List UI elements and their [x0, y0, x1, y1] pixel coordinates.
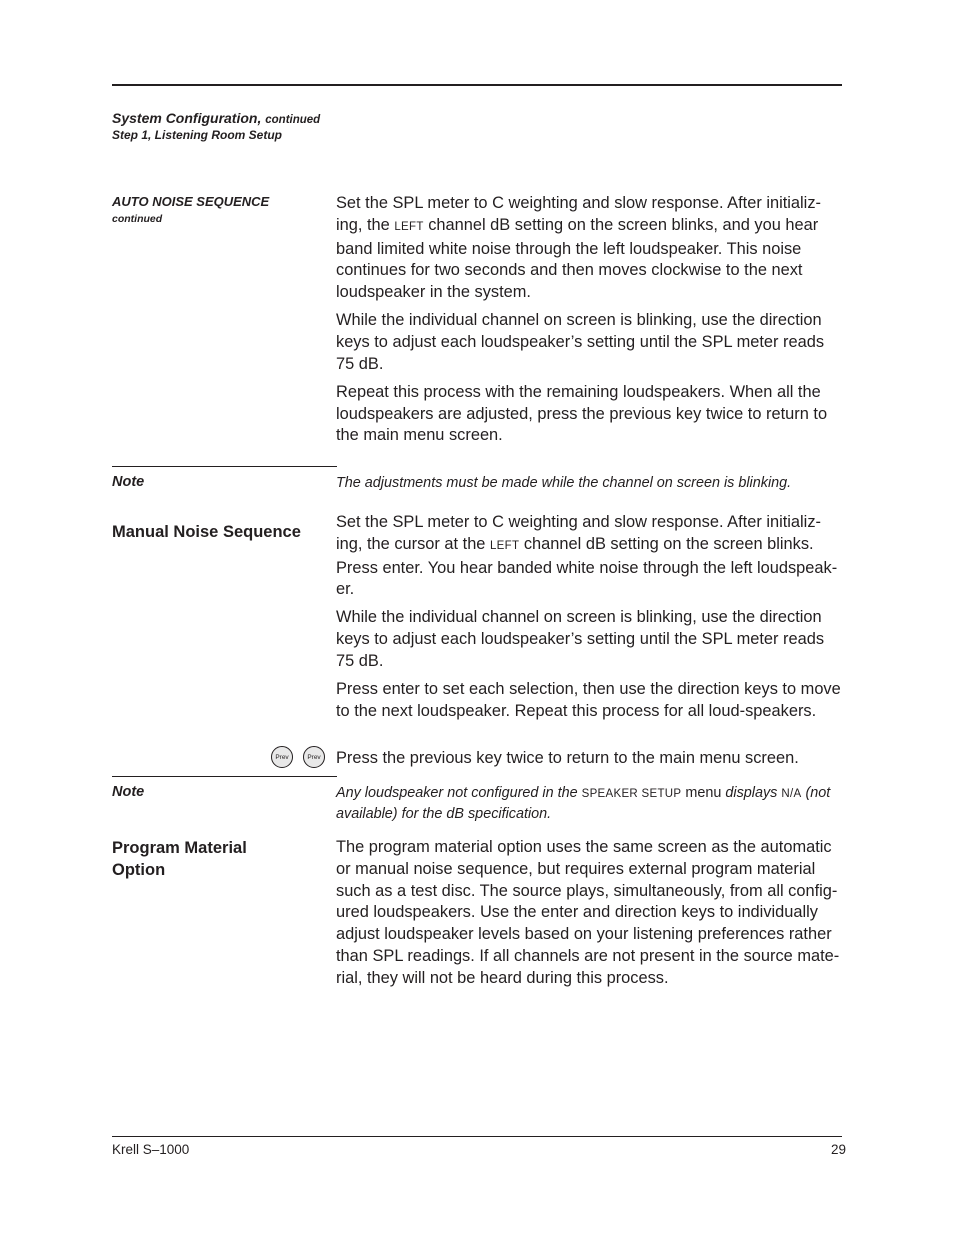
program-material-paragraph: The program material option uses the same screen as the automatic or manual noise sequence, but requires external program material such as a test disc. The source plays, simultaneously, from all config-ured loudspeakers. Use the enter and direction keys to individually adjust loudspeaker levels based on your listening preferences rather than SPL readings. If all channels are not present in the source mate-rial, they will not be heard during this process.: [336, 838, 840, 987]
auto-noise-label-block: [112, 194, 327, 225]
auto-noise-continued: continued: [112, 213, 163, 225]
manual-noise-paragraph-1: Set the SPL meter to C weighting and slow response. After initializ-ing, the cursor at the LEFT channel dB setting on the screen blinks. Press enter. You hear banded white noise through the left loudspeak-er.: [336, 513, 838, 599]
footer-product: Krell S–1000: [112, 1142, 190, 1157]
page-number: 29: [830, 1142, 846, 1157]
note-rule: [112, 466, 337, 467]
footer-rule: [112, 1136, 842, 1137]
auto-noise-paragraph-2: While the individual channel on screen is blinking, use the direction keys to adjust each loudspeaker’s setting until the SPL meter reads 75 dB.: [336, 311, 825, 373]
header-rule: [112, 84, 842, 86]
note-label: Note: [112, 784, 145, 800]
manual-noise-heading: Manual Noise Sequence: [112, 523, 301, 541]
page-subtitle: Step 1, Listening Room Setup: [112, 128, 283, 142]
program-material-heading: Program Material Option: [112, 839, 247, 879]
note-text: The adjustments must be made while the channel on screen is blinking.: [336, 475, 792, 491]
note-text: Any loudspeaker not configured in the SPEAKER SETUP menu displays N/A (not available) for the dB specification.: [336, 785, 831, 822]
auto-noise-heading: AUTO NOISE SEQUENCE: [112, 194, 270, 209]
program-material-body: [336, 837, 842, 996]
prev-key-icon: Prev: [271, 746, 293, 768]
manual-noise-paragraph-4: Press the previous key twice to return to the main menu screen.: [336, 749, 799, 767]
prev-key-icon: Prev: [303, 746, 325, 768]
manual-noise-paragraph-2: While the individual channel on screen is blinking, use the direction keys to adjust each loudspeaker’s setting until the SPL meter reads 75 dB.: [336, 608, 825, 670]
note-label: Note: [112, 474, 145, 490]
auto-noise-paragraph-3: Repeat this process with the remaining loudspeakers. When all the loudspeakers are adjusted, press the previous key twice to return to the main menu screen.: [336, 382, 828, 445]
auto-noise-body: [336, 193, 842, 453]
auto-noise-paragraph-1: Set the SPL meter to C weighting and slow response. After initializ-ing, the LEFT channel dB setting on the screen blinks, and you hear band limited white noise through the left loudspeaker. This noise continues for two seconds and then moves clockwise to the next loudspeaker in the system.: [336, 194, 821, 302]
note-rule: [112, 776, 337, 777]
manual-noise-paragraph-3: Press enter to set each selection, then use the direction keys to move to the next loudspeaker. Repeat this process for all loud-speakers.: [336, 679, 841, 720]
page-title: System Configuration, continued: [112, 110, 321, 126]
manual-noise-body: [336, 512, 842, 729]
